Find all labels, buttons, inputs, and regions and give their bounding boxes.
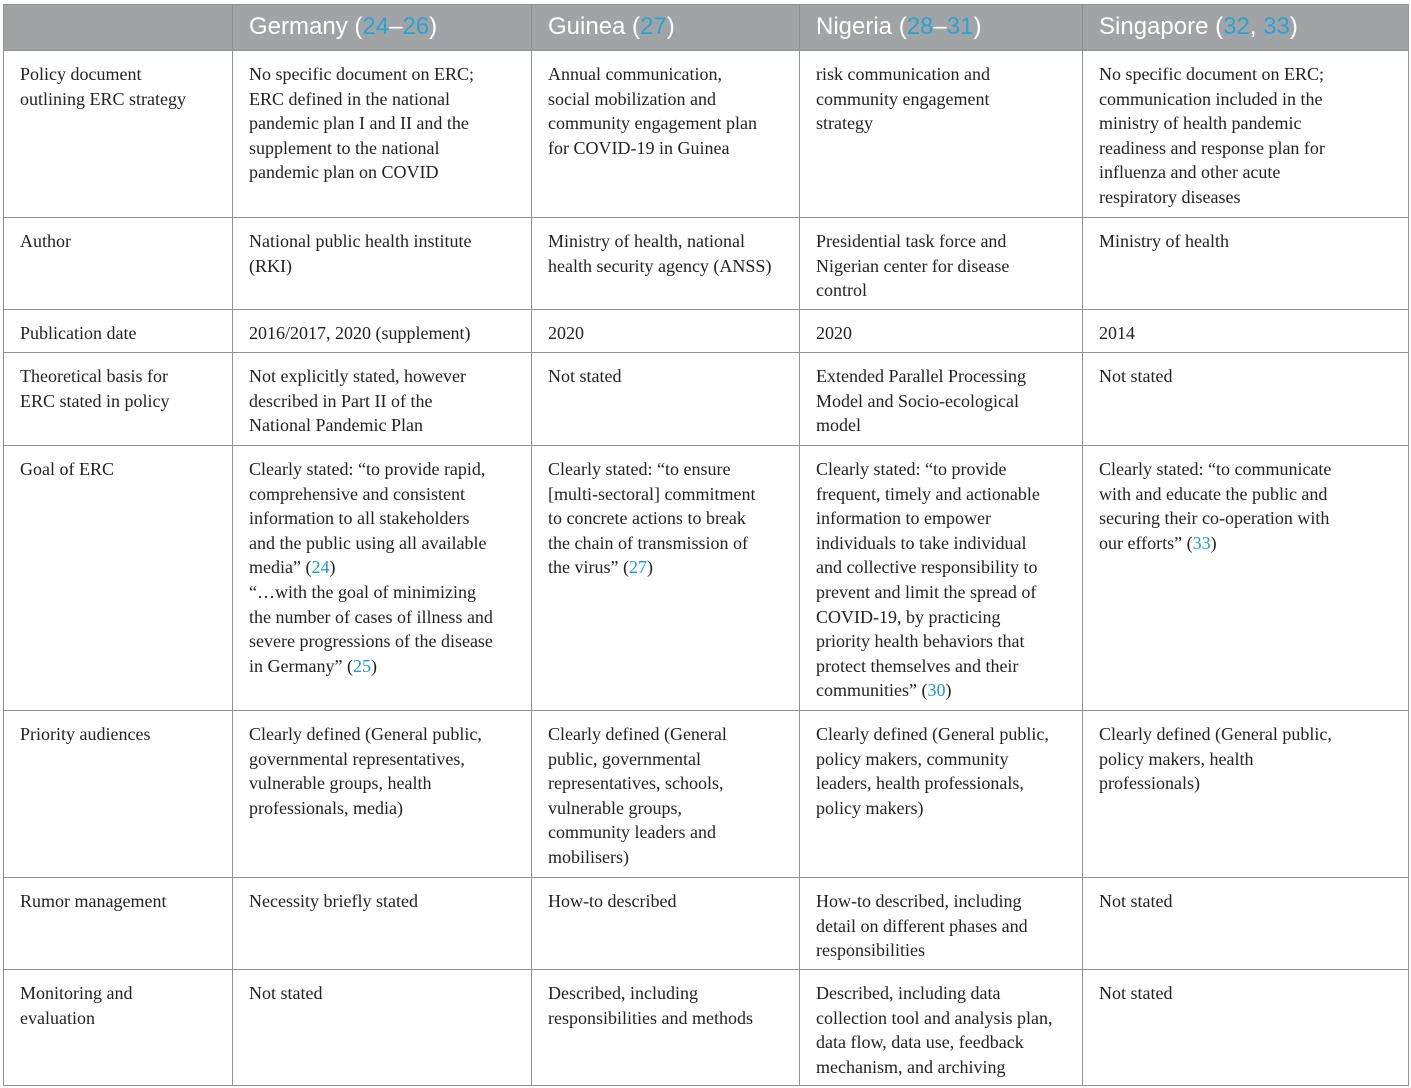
table-cell <box>1083 446 1409 711</box>
cell-text: ) <box>646 557 653 578</box>
citation-link[interactable]: 32 <box>1223 13 1250 41</box>
table-cell: Ministry of health, national health security agency (ANSS) <box>532 218 800 310</box>
cell-text: ) “…with the goal of minimizing the number of cases of illness and severe progressions of the disease in Germany” ( <box>249 557 493 676</box>
row-label-author: Author <box>4 218 233 310</box>
citation-link[interactable]: 24 <box>362 13 390 41</box>
cell-text: Clearly stated: “to communicate with and educate the public and securing their co-operation with our efforts” ( <box>1099 459 1332 553</box>
table-cell: No specific document on ERC; ERC defined in the national pandemic plan I and II and the supplement to the national pandemic plan on COVID <box>233 51 532 218</box>
table-cell: 2016/2017, 2020 (supplement) <box>233 310 532 353</box>
citation-link[interactable]: 33 <box>1192 532 1211 553</box>
table-cell: Described, including responsibilities and methods <box>532 970 800 1086</box>
table-row <box>4 970 1409 1086</box>
table-row <box>4 353 1409 446</box>
paren-open: ( <box>892 13 907 41</box>
country-name: Nigeria <box>816 13 893 41</box>
table-cell: 2014 <box>1083 310 1409 353</box>
cell-text: Clearly stated: “to provide rapid, comprehensive and consistent information to all stakeholders and the public using all available media” ( <box>249 459 487 578</box>
paren-close: ) <box>973 13 982 41</box>
table-cell: Clearly defined (General public, policy makers, health professionals) <box>1083 711 1409 878</box>
citation-link[interactable]: 26 <box>402 13 430 41</box>
table-row <box>4 446 1409 711</box>
citation-link[interactable]: 33 <box>1263 13 1290 41</box>
cell-text: Clearly stated: “to ensure [multi-sectoral] commitment to concrete actions to break the chain of transmission of the virus” ( <box>548 459 756 578</box>
table-row <box>4 218 1409 310</box>
table-cell: 2020 <box>532 310 800 353</box>
table-row <box>4 310 1409 353</box>
header-country-guinea <box>532 5 800 51</box>
table-cell: How-to described, including detail on different phases and responsibilities <box>800 878 1083 970</box>
row-label-rumor-management: Rumor management <box>4 878 233 970</box>
table-cell: 2020 <box>800 310 1083 353</box>
country-name: Guinea <box>548 13 626 41</box>
header-country-nigeria <box>800 5 1083 51</box>
table-cell: Not explicitly stated, however described in Part II of the National Pandemic Plan <box>233 353 532 446</box>
table-cell: Not stated <box>1083 878 1409 970</box>
table-cell: Presidential task force and Nigerian center for disease control <box>800 218 1083 310</box>
table-row <box>4 51 1409 218</box>
citation-separator: – <box>389 13 403 41</box>
table-cell: Clearly defined (General public, policy makers, community leaders, health professionals, policy makers) <box>800 711 1083 878</box>
table-cell <box>233 446 532 711</box>
table-header <box>4 5 1409 51</box>
paren-open: ( <box>1208 13 1224 41</box>
row-label-priority-audiences: Priority audiences <box>4 711 233 878</box>
table-cell: Annual communication, social mobilization and community engagement plan for COVID-19 in Guinea <box>532 51 800 218</box>
country-name: Singapore <box>1099 13 1209 41</box>
paren-close: ) <box>1289 13 1298 41</box>
table-row <box>4 711 1409 878</box>
table-cell: Not stated <box>1083 970 1409 1086</box>
row-label-policy-document: Policy document outlining ERC strategy <box>4 51 233 218</box>
cell-text: Clearly stated: “to provide frequent, timely and actionable information to empower individuals to take individual and collective responsibility to prevent and limit the spread of COVID-19, by practicing priority health behaviors that protect themselves and their communities” ( <box>816 459 1040 701</box>
header-country-singapore <box>1083 5 1409 51</box>
header-row <box>4 5 1409 51</box>
cell-text: ) <box>370 655 377 676</box>
paren-close: ) <box>429 13 438 41</box>
cell-text: ) <box>1210 532 1217 553</box>
table-cell: Clearly defined (General public, governmental representatives, schools, vulnerable groups, community leaders and mobilisers) <box>532 711 800 878</box>
table-row <box>4 878 1409 970</box>
citation-link[interactable]: 24 <box>311 557 330 578</box>
citation-link[interactable]: 25 <box>352 655 371 676</box>
citation-link[interactable]: 27 <box>640 13 667 41</box>
citation-link[interactable]: 28 <box>906 13 934 41</box>
citation-separator: – <box>933 13 947 41</box>
citation-link[interactable]: 27 <box>628 557 647 578</box>
cell-text: ) <box>945 680 952 701</box>
row-label-goal: Goal of ERC <box>4 446 233 711</box>
paren-open: ( <box>347 13 363 41</box>
row-label-publication-date: Publication date <box>4 310 233 353</box>
citation-separator: , <box>1249 13 1264 41</box>
citation-link[interactable]: 30 <box>927 680 946 701</box>
table-cell: How-to described <box>532 878 800 970</box>
table-cell <box>532 446 800 711</box>
table-body <box>4 51 1409 1086</box>
row-label-theoretical-basis: Theoretical basis for ERC stated in policy <box>4 353 233 446</box>
table-cell: Clearly defined (General public, governmental representatives, vulnerable groups, health professionals, media) <box>233 711 532 878</box>
table-cell: Not stated <box>233 970 532 1086</box>
table-cell: risk communication and community engagement strategy <box>800 51 1083 218</box>
country-name: Germany <box>249 13 348 41</box>
policy-comparison-table <box>3 4 1409 1086</box>
header-corner-cell <box>4 5 233 51</box>
table-cell: Not stated <box>532 353 800 446</box>
table-cell: National public health institute (RKI) <box>233 218 532 310</box>
paren-close: ) <box>666 13 675 41</box>
row-label-monitoring-evaluation: Monitoring and evaluation <box>4 970 233 1086</box>
table-cell: No specific document on ERC; communication included in the ministry of health pandemic readiness and response plan for influenza and other acute respiratory diseases <box>1083 51 1409 218</box>
table-cell: Described, including data collection tool and analysis plan, data flow, data use, feedback mechanism, and archiving <box>800 970 1083 1086</box>
table-cell: Ministry of health <box>1083 218 1409 310</box>
table-cell: Not stated <box>1083 353 1409 446</box>
header-country-germany <box>233 5 532 51</box>
paren-open: ( <box>625 13 641 41</box>
table-cell: Extended Parallel Processing Model and Socio-ecological model <box>800 353 1083 446</box>
table-cell: Necessity briefly stated <box>233 878 532 970</box>
table-cell <box>800 446 1083 711</box>
citation-link[interactable]: 31 <box>946 13 974 41</box>
